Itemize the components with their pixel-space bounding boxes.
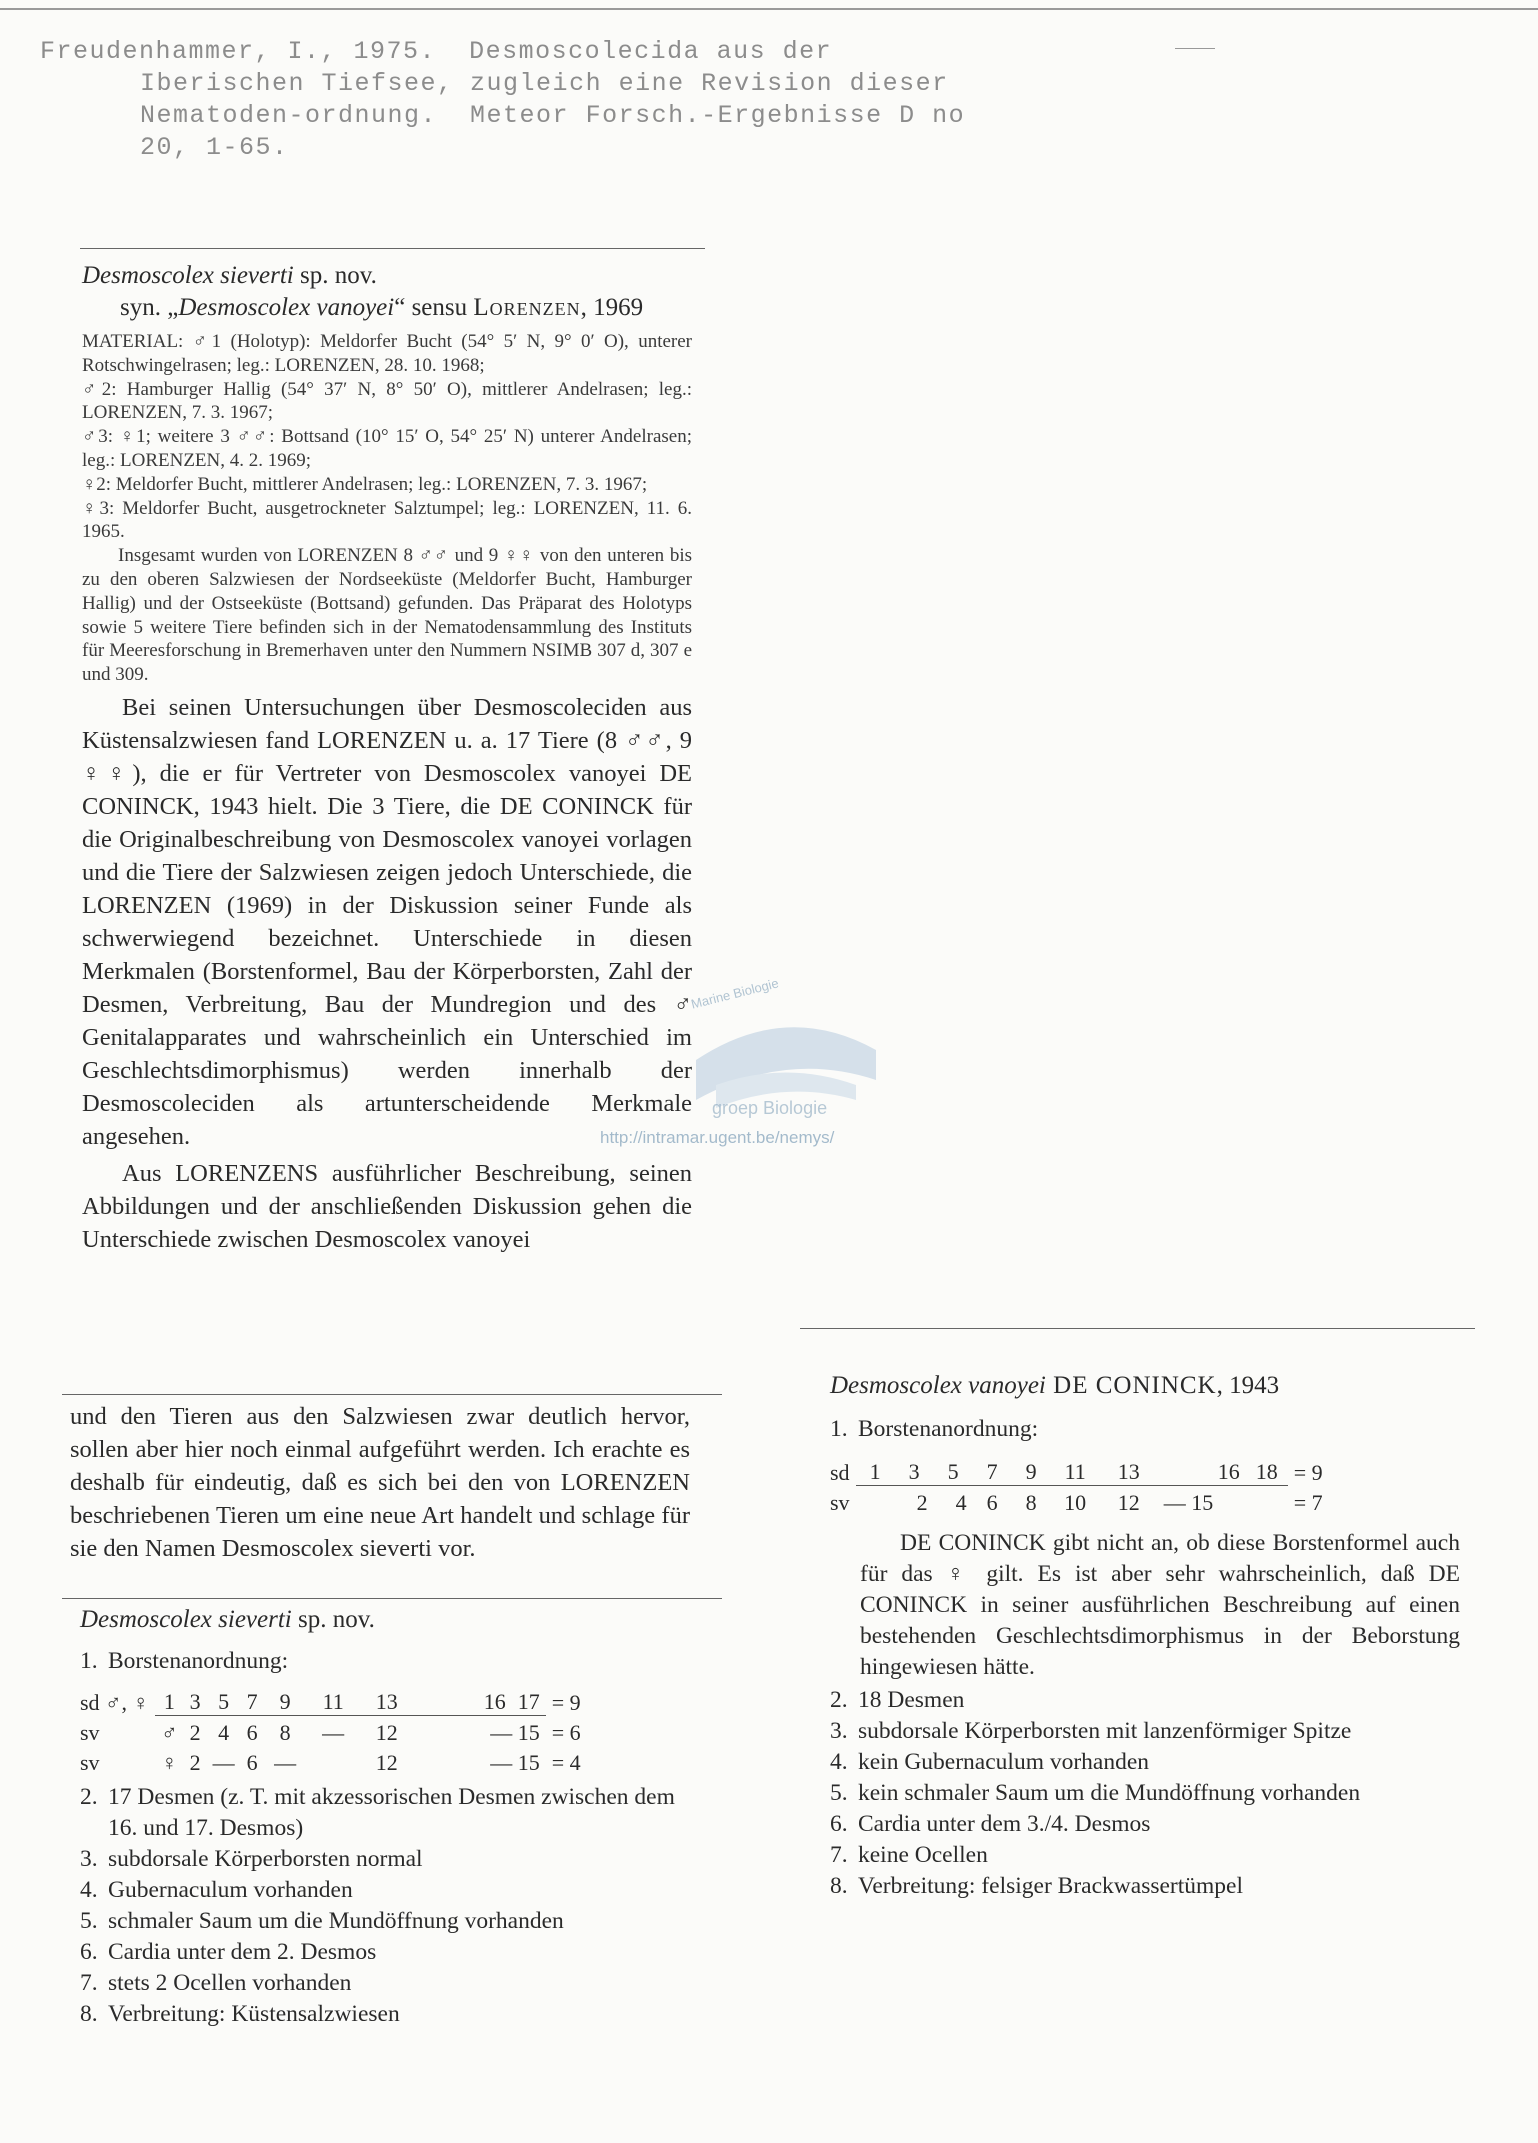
watermark-group-text: groep Biologie xyxy=(712,1098,828,1118)
list-item: 2. 17 Desmen (z. T. mit akzessorischen Desmen zwischen dem 16. und 17. Desmos) xyxy=(80,1784,675,1841)
body-text-continued xyxy=(70,1400,690,1565)
right-column-rule xyxy=(800,1328,1475,1329)
sieverti-bristle-formula xyxy=(80,1685,587,1776)
vanoyei-characters xyxy=(830,1372,1460,1902)
formula-sd-row: sd 1 3 5 7 9 11 13 16 18 = 9 xyxy=(830,1455,1329,1486)
list-item: 8. Verbreitung: Küstensalzwiesen xyxy=(80,2001,400,2027)
paragraph-3: und den Tieren aus den Salzwiesen zwar deutlich hervor, sollen aber hier noch einmal aufgeführt werden. Ich erachte es deshalb für eindeutig, daß es sich bei den von LORENZEN beschriebenen Tieren um eine neue Art handelt und schlage für sie den Namen Desmoscolex sieverti vor. xyxy=(70,1403,690,1562)
sieverti-list xyxy=(80,1646,700,1677)
body-text xyxy=(82,691,692,1256)
list-item: 1. Borstenanordnung: xyxy=(830,1416,1039,1442)
citation-line-4: 20, 1-65. xyxy=(140,133,289,162)
synonym-line: syn. „Desmoscolex vanoyei“ sensu Lorenzen, 1969 xyxy=(120,294,644,321)
sieverti-characters xyxy=(80,1606,700,2030)
list-item: 8. Verbreitung: felsiger Brackwassertümpel xyxy=(830,1873,1244,1899)
scan-top-edge xyxy=(0,8,1538,10)
list-item: 7. keine Ocellen xyxy=(830,1842,988,1868)
vanoyei-heading: Desmoscolex vanoyei DE CONINCK, 1943 xyxy=(830,1372,1280,1399)
section-rule xyxy=(62,1394,722,1395)
paragraph-2: Aus LORENZENS ausführlicher Beschreibung, seinen Abbildungen und der anschließenden Diskussion gehen die Unterschiede zwischen Desmoscolex vanoyei xyxy=(82,1159,692,1253)
material-entry: ♀2: Meldorfer Bucht, mittlerer Andelrasen; leg.: LORENZEN, 7. 3. 1967; xyxy=(82,473,648,495)
material-entry: ♀3: Meldorfer Bucht, ausgetrockneter Salztumpel; leg.: LORENZEN, 11. 6. 1965. xyxy=(82,497,692,543)
pencil-mark xyxy=(1175,48,1215,49)
vanoyei-bristle-formula xyxy=(830,1455,1329,1516)
list-item: 6. Cardia unter dem 2. Desmos xyxy=(80,1939,377,1965)
material-entry: ♂3: ♀1; weitere 3 ♂♂: Bottsand (10° 15′ O, 54° 25′ N) unterer Andelrasen; leg.: LORENZEN, 4. 2. 1969; xyxy=(82,426,692,471)
vanoyei-note: DE CONINCK gibt nicht an, ob diese Borstenformel auch für das ♀ gilt. Es ist aber sehr wahrscheinlich, daß DE CONINCK in seiner ausführlichen Beschreibung auf einen bestehenden Geschlechtsdimorphismus in der Beborstung hingewiesen hätte. xyxy=(860,1530,1460,1680)
formula-sv-row: sv 2 4 6 8 10 12 — 15 = 7 xyxy=(830,1490,1323,1515)
material-entry: ♂2: Hamburger Hallig (54° 37′ N, 8° 50′ O), mittlerer Andelrasen; leg.: LORENZEN, 7. 3. 1967; xyxy=(82,378,692,424)
species-heading: Desmoscolex sieverti sp. nov. xyxy=(82,262,377,289)
left-column-bottom xyxy=(70,1400,690,1565)
watermark-logo-icon xyxy=(686,990,886,1150)
header-rule xyxy=(80,248,705,249)
list-item: 3. subdorsale Körperborsten mit lanzenförmiger Spitze xyxy=(830,1718,1352,1744)
list-item: 3. subdorsale Körperborsten normal xyxy=(80,1846,423,1872)
sieverti-heading: Desmoscolex sieverti sp. nov. xyxy=(80,1606,375,1633)
vanoyei-list-rest xyxy=(830,1685,1460,1902)
formula-sv-male-row: sv ♂ 2 4 6 8 — 12 — 15 = 6 xyxy=(80,1720,581,1745)
list-item: 4. kein Gubernaculum vorhanden xyxy=(830,1749,1150,1775)
formula-sd-row: sd ♂, ♀ 1 3 5 7 9 11 13 16 17 = 9 xyxy=(80,1685,587,1716)
citation-line-2: Iberischen Tiefsee, zugleich eine Revision dieser xyxy=(140,69,949,98)
vanoyei-list xyxy=(830,1414,1460,1445)
list-item: 5. schmaler Saum um die Mundöffnung vorhanden xyxy=(80,1908,564,1934)
list-item: 1. Borstenanordnung: xyxy=(80,1648,289,1674)
citation-line-3: Nematoden-ordnung. Meteor Forsch.-Ergebnisse D no xyxy=(140,101,966,130)
sieverti-list-rest xyxy=(80,1782,700,2030)
citation-line-1: Freudenhammer, I., 1975. Desmoscolecida aus der xyxy=(40,37,833,66)
material-summary: Insgesamt wurden von LORENZEN 8 ♂♂ und 9 ♀♀ von den unteren bis zu den oberen Salzwiesen der Nordseeküste (Meldorfer Bucht, Hamburger Hallig) und der Ostseeküste (Bottsand) gefunden. Das Präparat des Holotyps sowie 5 weitere Tiere befinden sich in der Nematodensammlung des Instituts für Meeresforschung in Bremerhaven unter den Nummern NSIMB 307 d, 307 e und 309. xyxy=(82,545,692,686)
list-item: 5. kein schmaler Saum um die Mundöffnung vorhanden xyxy=(830,1780,1361,1806)
subsection-rule xyxy=(62,1598,722,1599)
typed-citation xyxy=(40,36,1240,164)
list-item: 4. Gubernaculum vorhanden xyxy=(80,1877,353,1903)
material-entry: MATERIAL: ♂1 (Holotyp): Meldorfer Bucht (54° 5′ N, 9° 0′ O), unterer Rotschwingelrasen; leg.: LORENZEN, 28. 10. 1968; xyxy=(82,331,692,376)
left-column-top xyxy=(82,262,692,1256)
list-item: 6. Cardia unter dem 3./4. Desmos xyxy=(830,1811,1151,1837)
formula-sv-female-row: sv ♀ 2 — 6 — 12 — 15 = 4 xyxy=(80,1750,581,1775)
list-item: 7. stets 2 Ocellen vorhanden xyxy=(80,1970,352,1996)
watermark-arc-text: Marine Biologie xyxy=(689,975,781,1012)
list-item: 2. 18 Desmen xyxy=(830,1687,965,1713)
material-section xyxy=(82,330,692,687)
paragraph-1: Bei seinen Untersuchungen über Desmoscoleciden aus Küstensalzwiesen fand LORENZEN u. a. 17 Tiere (8 ♂♂, 9 ♀♀), die er für Vertreter von Desmoscolex vanoyei DE CONINCK, 1943 hielt. Die 3 Tiere, die DE CONINCK für die Originalbeschreibung von Desmoscolex vanoyei vorlagen und die Tiere der Salzwiesen zeigen jedoch Unterschiede, die LORENZEN (1969) in der Diskussion seiner Funde als schwerwiegend bezeichnet. Unterschiede in diesen Merkmalen (Borstenformel, Bau der Körperborsten, Zahl der Desmen, Verbreitung, Bau der Mundregion und des ♂ Genitalapparates und wahrscheinlich ein Unterschied im Geschlechtsdimorphismus) werden innerhalb der Desmoscoleciden als artunterscheidende Merkmale angesehen. xyxy=(82,693,692,1150)
watermark-url[interactable]: http://intramar.ugent.be/nemys/ xyxy=(600,1128,835,1147)
